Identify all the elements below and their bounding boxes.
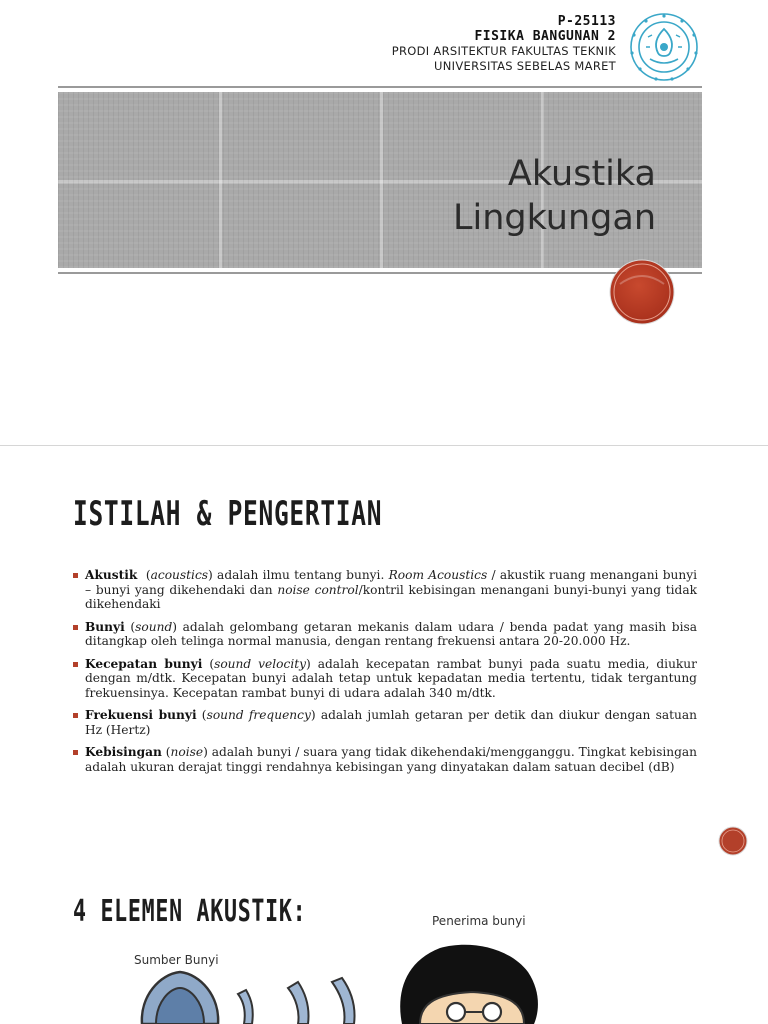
list-item: Frekuensi bunyi (sound frequency) adalah jumlah getaran per detik dan diukur dengan satuan Hz (Hertz) (73, 708, 697, 737)
university-name: UNIVERSITAS SEBELAS MARET (434, 59, 616, 73)
university-seal-icon (626, 11, 702, 83)
speaker-icon (142, 972, 218, 1024)
list-item: Akustik (acoustics) adalah ilmu tentang bunyi. Room Acoustics / akustik ruang menangani bunyi – bunyi yang dikehendaki dan noise control/kontril kebisingan menangani bunyi-bunyi yang tidak dikehendaki (73, 568, 697, 612)
program-name: PRODI ARSITEKTUR FAKULTAS TEKNIK (391, 44, 616, 58)
bullet-icon (73, 750, 78, 755)
term-translation: noise (170, 745, 204, 759)
term-definition: adalah jumlah getaran per detik dan diukur dengan satuan Hz (Hertz) (85, 708, 697, 737)
section-heading: ISTILAH & PENGERTIAN (73, 494, 383, 534)
course-name: FISIKA BANGUNAN 2 (474, 29, 616, 44)
term-definition: adalah kecepatan rambat bunyi pada suatu media, diukur dengan m/dtk. Kecepatan bunyi adalah tetap untuk kepadatan media tertentu, tidak tergantung frekuensinya. Kecepatan rambat bunyi di udara adalah 340 m/dtk. (85, 656, 697, 700)
content-slide (0, 446, 768, 1024)
term-definition: / akustik ruang menangani bunyi – bunyi yang dikehendaki dan (85, 568, 697, 597)
list-item: Bunyi (sound) adalah gelombang getaran mekanis dalam udara / benda padat yang masih bisa ditangkap oleh telinga normal manusia, dengan rentang frekuensi antara 20-20.000 Hz. (73, 620, 697, 649)
term-label: Kebisingan (85, 745, 162, 759)
course-code: P-25113 (557, 14, 616, 29)
acoustic-illustration (120, 936, 560, 1024)
bullet-icon (73, 625, 78, 630)
term-definition: /kontril kebisingan menangani bunyi-bunyi yang tidak dikehendaki (85, 582, 697, 611)
term-label: Kecepatan bunyi (85, 656, 203, 671)
bullet-icon (73, 573, 78, 578)
term-definition: adalah bunyi / suara yang tidak dikehendaki/mengganggu. Tingkat kebisingan adalah ukuran derajat tinggi rendahnya kebisingan yang dinyatakan dalam satuan decibel (dB) (85, 745, 697, 774)
source-label: Sumber Bunyi (134, 953, 219, 967)
terms-list (73, 568, 697, 782)
listener-icon (400, 945, 538, 1024)
term-label: Frekuensi bunyi (85, 708, 197, 722)
term-translation: acoustics (150, 568, 209, 582)
term-definition: adalah ilmu tentang bunyi. (212, 568, 389, 582)
bullet-icon (73, 713, 78, 718)
term-italic: Room Acoustics (388, 568, 488, 582)
term-translation: sound frequency (206, 708, 311, 722)
bullet-icon (73, 662, 78, 667)
term-label: Akustik (85, 568, 138, 582)
decorative-circle-icon (608, 258, 676, 326)
term-label: Bunyi (85, 619, 125, 634)
term-translation: sound (135, 619, 173, 634)
decorative-circle-icon (718, 826, 748, 856)
list-item: Kebisingan (noise) adalah bunyi / suara yang tidak dikehendaki/mengganggu. Tingkat kebisingan adalah ukuran derajat tinggi rendahnya kebisingan yang dinyatakan dalam satuan decibel (dB) (73, 745, 697, 774)
banner-bottom-rule (58, 272, 702, 274)
sound-wave-icon (238, 978, 355, 1024)
banner-top-rule (58, 86, 702, 88)
header-block (392, 14, 616, 74)
title-line-2: Lingkungan (452, 198, 656, 238)
receiver-label: Penerima bunyi (432, 914, 526, 928)
slide-title (453, 152, 656, 240)
list-item: Kecepatan bunyi (sound velocity) adalah kecepatan rambat bunyi pada suatu media, diukur dengan m/dtk. Kecepatan bunyi adalah tetap untuk kepadatan media tertentu, tidak tergantung frekuensinya. Kecepatan rambat bunyi di udara adalah 340 m/dtk. (73, 657, 697, 701)
term-definition: adalah gelombang getaran mekanis dalam udara / benda padat yang masih bisa ditangkap oleh telinga normal manusia, dengan rentang frekuensi antara 20-20.000 Hz. (85, 619, 697, 648)
title-slide (0, 0, 768, 445)
term-translation: sound velocity (214, 656, 306, 671)
term-italic: noise control (277, 582, 359, 597)
title-line-1: Akustika (507, 154, 656, 194)
elements-heading: 4 ELEMEN AKUSTIK: (73, 894, 307, 929)
